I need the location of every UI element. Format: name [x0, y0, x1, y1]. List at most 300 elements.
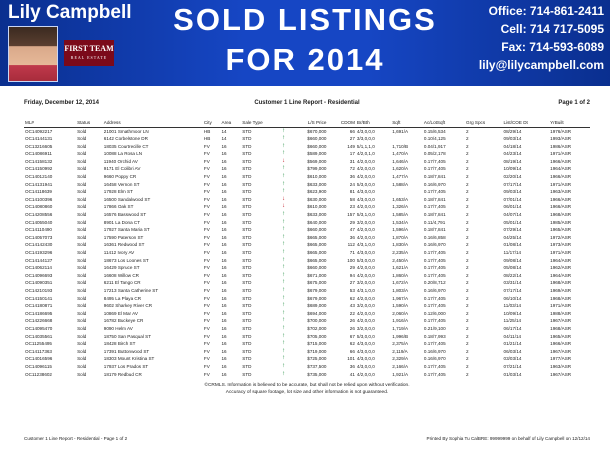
table-cell: 149 — [347, 143, 355, 149]
table-row — [24, 363, 590, 371]
table-row — [24, 219, 590, 227]
table-cell: 1966/ASR — [550, 341, 572, 347]
arrow-up-icon: ↑ — [281, 279, 285, 286]
table-cell: Sold — [77, 189, 87, 195]
table-cell: 4/2,0,0,0 — [356, 272, 375, 278]
table-row — [24, 226, 590, 234]
table-cell: 2,329/A — [392, 356, 409, 362]
table-cell: 36 — [349, 363, 355, 369]
table-cell: 1962/ASR — [550, 265, 572, 271]
table-cell: 16 — [221, 295, 227, 301]
column-header: Area — [221, 119, 242, 127]
table-cell: 4/3,0,0,0 — [356, 356, 375, 362]
table-cell: 07/29/14 — [503, 227, 522, 233]
table-cell: 17213 Santa Catherine ST — [103, 287, 159, 293]
table-cell: 2 — [466, 265, 469, 271]
column-header: CDOM — [327, 119, 355, 127]
table-cell: 27 — [349, 280, 355, 286]
table-cell: 04/25/14 — [503, 234, 522, 240]
table-cell: 16782 Buckeye CR — [103, 318, 144, 324]
arrow-up-icon: ↑ — [281, 226, 285, 233]
table-cell: 2,235/A — [392, 250, 409, 255]
table-cell: 2 — [466, 363, 469, 369]
table-cell: 1964/ASR — [550, 257, 572, 263]
table-row — [24, 325, 590, 333]
table-cell: 04/11/14 — [503, 333, 522, 339]
table-cell: 0.20/8,712 — [423, 280, 446, 286]
table-cell: 16458 Vernon ST — [103, 181, 140, 187]
table-cell: 16500 Sandalwood ST — [103, 196, 151, 202]
table-cell: FV — [203, 272, 210, 278]
table-cell: OC14118639 — [25, 189, 52, 195]
table-cell: 0.21/9,100 — [423, 325, 446, 331]
table-cell: 2 — [466, 295, 469, 301]
table-cell: STD — [242, 128, 252, 134]
agent-name: Lily Campbell — [8, 2, 132, 23]
table-cell: 1976/ASR — [550, 128, 572, 134]
table-cell: 1971/ASR — [550, 250, 572, 255]
table-cell: $700,000 — [307, 318, 327, 324]
table-cell: 2 — [466, 234, 469, 240]
table-cell: OC14150141 — [25, 295, 53, 301]
table-cell: 4/2,0,0,0 — [356, 158, 375, 164]
table-cell: 06/10/14 — [503, 295, 522, 301]
table-cell: $735,000 — [307, 371, 327, 377]
table-cell: Sold — [77, 348, 87, 354]
table-cell: 1967/ASR — [550, 348, 572, 354]
table-cell: $705,000 — [307, 333, 327, 339]
table-cell: 0.17/7,405 — [423, 272, 446, 278]
table-cell: $665,000 — [307, 250, 327, 255]
table-cell: STD — [242, 189, 252, 195]
table-cell: 2 — [466, 128, 469, 134]
table-cell: 1988/ASR — [550, 310, 572, 316]
table-row — [24, 333, 590, 341]
table-cell: 4/3,1,0,0 — [356, 242, 375, 248]
table-cell: 1967/ASR — [550, 318, 572, 324]
column-header: L/S Price — [290, 119, 328, 127]
table-cell: 1,534/A — [392, 219, 409, 225]
email-address: lily@lilycampbell.com — [478, 58, 604, 72]
table-cell: 04/18/14 — [503, 143, 522, 149]
table-cell: 4/2,0,0,0 — [356, 166, 375, 172]
table-cell: FV — [203, 212, 210, 218]
table-cell: 29 — [349, 219, 355, 225]
brokerage-logo — [64, 40, 114, 66]
table-cell: Sold — [77, 181, 87, 187]
table-cell: 4/3,1,0,0 — [356, 287, 375, 293]
table-cell: 0.18/7,993 — [423, 333, 446, 339]
table-cell: 04/07/14 — [503, 212, 522, 218]
table-cell: 101 — [347, 356, 355, 362]
table-cell: FV — [203, 196, 210, 202]
table-row — [24, 340, 590, 348]
table-row — [24, 257, 590, 265]
table-cell: 04/23/14 — [503, 151, 522, 157]
table-cell: FV — [203, 242, 210, 248]
table-cell: 16 — [221, 189, 227, 195]
table-cell: 07/17/14 — [503, 287, 522, 293]
table-cell: Sold — [77, 295, 87, 301]
table-cell: 09/03/14 — [503, 189, 522, 195]
table-cell: 4/3,0,0,0 — [356, 196, 375, 202]
table-cell: 4/2,0,1,0 — [356, 151, 375, 157]
table-cell: 16 — [221, 310, 227, 316]
table-cell: 4/3,0,0,0 — [356, 363, 375, 369]
table-cell: 14 — [221, 128, 227, 134]
table-row — [24, 150, 590, 158]
table-cell: STD — [242, 136, 252, 142]
table-cell: 1965/ASR — [550, 333, 572, 339]
table-cell: 16 — [221, 151, 227, 157]
table-cell: 1,470/A — [392, 151, 409, 157]
table-cell: Sold — [77, 310, 87, 316]
table-cell: 03/03/14 — [503, 356, 522, 362]
table-cell: Sold — [77, 250, 87, 255]
cell-phone: Cell: 714 717-5095 — [500, 22, 604, 36]
table-cell: Sold — [77, 280, 87, 286]
table-cell: 18179 Redbud CR — [103, 371, 142, 377]
table-cell: 11940 Orchid AV — [103, 158, 138, 164]
table-cell: 72 — [349, 166, 355, 172]
table-cell: 1,870/A — [392, 234, 409, 240]
table-cell: $610,000 — [307, 204, 327, 210]
table-cell: 1966/ASR — [550, 158, 572, 164]
table-cell: 1,967/A — [392, 295, 409, 301]
table-row — [24, 287, 590, 295]
table-cell: 01/08/14 — [503, 242, 522, 248]
table-cell: 06/03/14 — [503, 348, 522, 354]
table-cell: 67 — [349, 333, 355, 339]
table-cell: 112 — [347, 242, 355, 248]
table-cell: STD — [242, 310, 252, 316]
table-cell: 09/08/14 — [503, 257, 522, 263]
arrow-up-icon: ↑ — [281, 294, 285, 301]
table-cell: STD — [242, 174, 252, 180]
table-cell: 6211 El Tango CR — [103, 280, 141, 286]
table-cell: 4/3,0,0,0 — [356, 250, 375, 255]
table-cell: 03/31/14 — [503, 280, 522, 286]
arrow-up-icon: ↑ — [281, 211, 285, 218]
table-cell: OC14131941 — [25, 181, 53, 187]
table-cell: 16 — [221, 196, 227, 202]
table-cell: 2 — [466, 196, 469, 202]
column-header: Status — [76, 119, 103, 127]
table-cell: Sold — [77, 341, 87, 347]
table-cell: 2 — [466, 227, 469, 233]
table-cell: 2 — [466, 219, 469, 225]
table-cell: $694,000 — [307, 310, 327, 316]
table-cell: 0.17/7,405 — [423, 295, 446, 301]
table-cell: STD — [242, 181, 252, 187]
table-cell: 0.10/4,125 — [423, 136, 446, 142]
table-cell: $737,500 — [307, 363, 327, 369]
table-cell: STD — [242, 158, 252, 164]
table-cell: STD — [242, 151, 252, 157]
table-cell: 17928 Elm ST — [103, 189, 133, 195]
table-cell: FV — [203, 303, 210, 309]
table-cell: 16 — [221, 348, 227, 354]
table-cell: 16 — [221, 158, 227, 164]
table-cell: 4/2,0,0,0 — [356, 318, 375, 324]
table-cell: OC14193296 — [25, 250, 53, 255]
table-cell: 5/3,0,0,0 — [356, 181, 375, 187]
arrow-up-icon: ↑ — [281, 332, 285, 339]
table-cell: 1,588/A — [392, 181, 409, 187]
table-cell: 16 — [221, 325, 227, 331]
table-cell: 1,860/A — [392, 272, 409, 278]
table-cell: 0.16/6,858 — [423, 234, 446, 240]
table-cell: FV — [203, 204, 210, 210]
table-cell: 0.12/6,000 — [423, 310, 446, 316]
table-cell: 18428 Birch ST — [103, 341, 136, 347]
table-cell: OC14186695 — [25, 310, 53, 316]
table-cell: OC14062114 — [25, 265, 52, 271]
table-cell: OC14180871 — [25, 303, 53, 309]
table-cell: OC14016596 — [25, 356, 53, 362]
column-header: Br/Bth — [356, 119, 391, 127]
table-cell: 9602 Sharkey River CR — [103, 303, 153, 309]
arrow-up-icon: ↑ — [281, 188, 285, 195]
table-cell: 1,326/A — [392, 204, 409, 210]
table-row — [24, 158, 590, 166]
table-cell: 0.17/7,405 — [423, 257, 446, 263]
table-cell: $633,000 — [307, 181, 327, 187]
table-cell: 11/17/14 — [503, 250, 522, 255]
table-cell: 22 — [349, 310, 355, 316]
table-cell: 3/3,0,0,0 — [356, 136, 375, 142]
table-cell: 2 — [466, 341, 469, 347]
table-cell: $640,000 — [307, 219, 327, 225]
table-cell: 1966/ASR — [550, 174, 572, 180]
table-cell: Sold — [77, 257, 87, 263]
table-cell: 16 — [221, 174, 227, 180]
table-cell: 05/08/14 — [503, 265, 522, 271]
table-cell: 10869 El Mar AV — [103, 310, 138, 316]
table-cell: 02/20/14 — [503, 174, 522, 180]
table-cell: 157 — [347, 212, 355, 218]
column-header: Address — [103, 119, 203, 127]
table-cell: FV — [203, 189, 210, 195]
table-cell: 16576 Basswood ST — [103, 212, 147, 218]
table-cell: 11/25/14 — [503, 318, 522, 324]
table-cell: STD — [242, 303, 252, 309]
table-cell: OC14086911 — [25, 151, 52, 157]
table-cell: 2 — [466, 158, 469, 164]
table-row — [24, 295, 590, 303]
table-cell: Sold — [77, 219, 87, 225]
arrow-up-icon: ↑ — [281, 173, 285, 180]
table-cell: HB — [203, 136, 211, 142]
table-cell — [391, 188, 423, 196]
arrow-down-icon: ↓ — [281, 157, 285, 164]
table-cell: 53 — [349, 287, 355, 293]
table-cell: 1986/ASR — [550, 143, 572, 149]
table-cell: 4/3,0,0,0 — [356, 189, 375, 195]
table-cell: 08/29/14 — [503, 128, 522, 134]
table-cell: 4/3,0,0,0 — [356, 341, 375, 347]
table-cell: STD — [242, 280, 252, 286]
table-row — [24, 135, 590, 143]
table-cell: 16 — [221, 363, 227, 369]
table-cell: 0.16/6,970 — [423, 356, 446, 362]
table-cell: 0.15/6,534 — [423, 128, 446, 134]
disclaimer-line1: ©CRMLS. Information is believed to be accurate, but shall not be relied upon without verification. — [204, 382, 410, 388]
table-cell: 3/2,0,0,0 — [356, 280, 375, 286]
table-cell: 4/2,0,0,0 — [356, 371, 375, 377]
column-header — [281, 119, 290, 127]
report-title: Customer 1 Line Report - Residential — [254, 100, 360, 106]
table-row — [24, 279, 590, 287]
table-cell: OC14035561 — [25, 333, 53, 339]
table-cell: $702,000 — [307, 325, 327, 331]
arrow-down-icon: ↓ — [281, 195, 285, 202]
table-cell: 26 — [349, 318, 355, 324]
table-cell: 17391 Buttonwood ST — [103, 348, 150, 354]
table-cell: FV — [203, 341, 210, 347]
table-cell: 0.17/7,405 — [423, 303, 446, 309]
table-cell: 2,060/A — [392, 310, 409, 316]
table-cell: 71 — [349, 250, 355, 255]
table-cell: 17927 Santa Maria ST — [103, 227, 150, 233]
table-cell: 16 — [221, 341, 227, 347]
table-cell: $665,000 — [307, 242, 327, 248]
table-cell: 2 — [466, 136, 469, 142]
table-cell: 100 — [347, 257, 355, 263]
table-cell: 07/01/14 — [503, 196, 522, 202]
table-cell: 1969/ASR — [550, 287, 572, 293]
table-cell: 5/3,1,0,0 — [356, 212, 375, 218]
table-cell: Sold — [77, 303, 87, 309]
table-cell: OC11255495 — [25, 341, 52, 347]
table-cell: OC14210193 — [25, 287, 53, 293]
table-cell: 66 — [349, 348, 355, 354]
arrow-up-icon: ↑ — [281, 249, 285, 255]
table-cell: 2,166/A — [392, 363, 409, 369]
table-row — [24, 264, 590, 272]
table-cell: 2 — [466, 310, 469, 316]
arrow-up-icon: ↑ — [281, 271, 285, 278]
table-row — [24, 127, 590, 135]
table-cell: STD — [242, 371, 252, 377]
table-cell: 1968/ASR — [550, 280, 572, 286]
table-cell: 6142 Corbelstone DR — [103, 136, 148, 142]
title-line2: FOR 2014 — [225, 42, 385, 77]
table-cell: 16 — [221, 242, 227, 248]
table-cell: STD — [242, 265, 252, 271]
table-cell: 18750 San Pasqual ST — [103, 333, 152, 339]
table-cell: 16 — [221, 371, 227, 377]
table-cell: 16 — [221, 257, 227, 263]
table-cell: 5/3,0,0,0 — [356, 257, 375, 263]
table-cell: 18035 Courtrecille CT — [103, 143, 149, 149]
table-cell: 2 — [466, 212, 469, 218]
table-cell: 1966/ASR — [550, 204, 572, 210]
table-cell: FV — [203, 318, 210, 324]
table-cell: Sold — [77, 166, 87, 172]
table-cell: 94 — [349, 272, 355, 278]
table-cell: 2 — [466, 174, 469, 180]
table-cell: 43 — [349, 303, 355, 309]
table-cell: 4/3,0,0,0 — [356, 348, 375, 354]
column-header: Sqft — [391, 119, 423, 127]
table-cell: Sold — [77, 242, 87, 248]
table-row — [24, 317, 590, 325]
table-cell: STD — [242, 242, 252, 248]
table-cell: 0.17/7,405 — [423, 318, 446, 324]
table-cell: OC14090351 — [25, 280, 53, 286]
table-cell: STD — [242, 318, 252, 324]
table-cell: FV — [203, 219, 210, 225]
table-cell: 17866 Oak ST — [103, 204, 134, 210]
table-cell: $660,000 — [307, 265, 327, 271]
table-cell: 0.18/7,841 — [423, 174, 446, 180]
table-cell: 1972/ASR — [550, 234, 572, 240]
arrow-up-icon: ↑ — [281, 302, 285, 309]
table-cell: FV — [203, 143, 210, 149]
table-cell: FV — [203, 227, 210, 233]
table-cell: 2 — [466, 356, 469, 362]
table-cell: FV — [203, 348, 210, 354]
table-cell: 2 — [466, 242, 469, 248]
table-cell: FV — [203, 363, 210, 369]
table-cell: 16 — [221, 143, 227, 149]
table-cell: 16 — [221, 356, 227, 362]
table-cell: OC11238602 — [25, 371, 52, 377]
report-page: Page 1 of 2 — [558, 100, 590, 106]
table-cell: 1964/ASR — [550, 272, 572, 278]
table-cell: FV — [203, 310, 210, 316]
table-cell: 1,646/A — [392, 158, 409, 164]
table-cell: 2 — [466, 333, 469, 339]
table-cell: 1966/ASR — [550, 196, 572, 202]
table-cell: 36 — [349, 234, 355, 240]
table-cell: 1968/ASR — [550, 325, 572, 331]
table-cell: STD — [242, 250, 252, 255]
table-cell: 0.18/7,841 — [423, 227, 446, 233]
table-cell: 9171 El Colibri AV — [103, 166, 141, 172]
table-cell: $725,000 — [307, 356, 327, 362]
table-cell: 16 — [221, 181, 227, 187]
table-cell: OC14057073 — [25, 234, 53, 240]
table-cell: 1968/ASR — [550, 212, 572, 218]
table-cell: 1,653/A — [392, 196, 409, 202]
column-header: ML# — [24, 119, 76, 127]
table-cell: 2 — [466, 303, 469, 309]
table-cell: FV — [203, 257, 210, 263]
table-cell: 0.17/7,405 — [423, 265, 446, 271]
table-cell: 1,803/A — [392, 287, 409, 293]
table-cell: OC14117363 — [25, 348, 52, 354]
table-cell: FV — [203, 325, 210, 331]
table-cell: 06/17/14 — [503, 325, 522, 331]
table-cell: 2,119/A — [392, 348, 408, 354]
table-cell: 1,830/A — [392, 242, 409, 248]
arrow-up-icon: ↑ — [281, 340, 285, 347]
table-cell: 16429 Spruce ST — [103, 265, 140, 271]
table-cell: OC14095470 — [25, 325, 53, 331]
table-cell: 2 — [466, 151, 469, 157]
table-cell: 3/2,0,0,0 — [356, 219, 375, 225]
arrow-up-icon: ↑ — [281, 241, 285, 248]
table-cell: 1,996/B — [392, 333, 409, 339]
table-cell: $670,000 — [307, 128, 327, 134]
table-cell: 09/03/14 — [503, 136, 522, 142]
table-cell: 4/3,0,0,0 — [356, 128, 375, 134]
table-cell: FV — [203, 265, 210, 271]
table-cell: Sold — [77, 204, 87, 210]
table-cell: 16 — [221, 212, 227, 218]
